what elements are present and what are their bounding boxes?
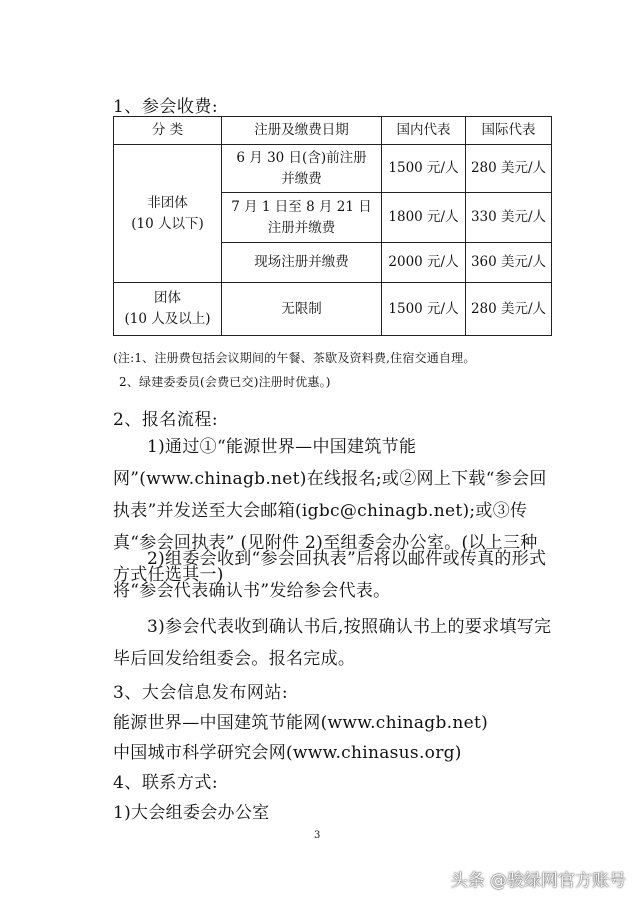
section3-heading: 3、大会信息发布网站: — [113, 683, 289, 703]
date-cell — [222, 145, 382, 193]
header-category: 分 类 — [114, 117, 222, 145]
international-fee: 330 美元/人 — [466, 193, 552, 243]
category-non-group-line1: 非团体 — [147, 194, 188, 211]
process-step-2: 2)组委会收到“参会回执表”后将以邮件或传真的形式将“参会代表确认书”发给参会代表。 — [113, 549, 547, 601]
category-non-group — [114, 145, 222, 283]
domestic-fee: 2000 元/人 — [382, 243, 466, 283]
date-cell: 现场注册并缴费 — [222, 243, 382, 283]
category-group-line2: (10 人及以上) — [124, 311, 211, 327]
date-line2: 并缴费 — [281, 170, 322, 187]
date-line2: 注册并缴费 — [267, 219, 336, 236]
contact-item-1: 1)大会组委会办公室 — [113, 803, 270, 823]
note-line-2: 2、绿建委委员(会费已交)注册时优惠。) — [119, 375, 331, 389]
date-cell — [222, 193, 382, 243]
table-header-row — [114, 117, 552, 145]
website-chinagb: 能源世界—中国建筑节能网(www.chinagb.net) — [113, 713, 489, 733]
table-row — [114, 145, 552, 193]
category-non-group-line2: (10 人以下) — [131, 215, 204, 232]
table-row — [114, 283, 552, 336]
watermark: 头条 @骏绿网官方账号 — [450, 871, 626, 891]
section2-heading: 2、报名流程: — [113, 410, 219, 430]
process-step-3: 3)参会代表收到确认书后,按照确认书上的要求填写完毕后回发给组委会。报名完成。 — [113, 617, 552, 669]
section1-heading: 1、参会收费: — [113, 97, 219, 117]
header-international: 国际代表 — [466, 117, 552, 145]
page-number: 3 — [314, 830, 321, 841]
date-line1: 7 月 1 日至 8 月 21 日 — [231, 198, 372, 215]
domestic-fee: 1800 元/人 — [382, 193, 466, 243]
category-group — [114, 283, 222, 336]
international-fee: 280 美元/人 — [466, 145, 552, 193]
header-domestic: 国内代表 — [382, 117, 466, 145]
header-date: 注册及缴费日期 — [222, 117, 382, 145]
website-chinasus: 中国城市科学研究会网(www.chinasus.org) — [113, 743, 462, 763]
international-fee: 280 美元/人 — [466, 283, 552, 336]
section4-heading: 4、联系方式: — [113, 773, 219, 793]
date-cell: 无限制 — [222, 283, 382, 336]
fee-table — [113, 116, 552, 336]
process-step-1: 1)通过①“能源世界—中国建筑节能网”(www.chinagb.net)在线报名;或②网上下载“参会回执表”并发送至大会邮箱(igbc@chinagb.net);或③传真“参会回执表” (见附件 2)至组委会办公室。(以上三种方式任选其一) — [113, 437, 547, 585]
date-line1: 6 月 30 日(含)前注册 — [236, 149, 367, 166]
category-group-line1: 团体 — [154, 290, 181, 306]
domestic-fee: 1500 元/人 — [382, 145, 466, 193]
domestic-fee: 1500 元/人 — [382, 283, 466, 336]
international-fee: 360 美元/人 — [466, 243, 552, 283]
note-line-1: (注:1、注册费包括会议期间的午餐、茶歇及资料费,住宿交通自理。 — [113, 351, 476, 365]
